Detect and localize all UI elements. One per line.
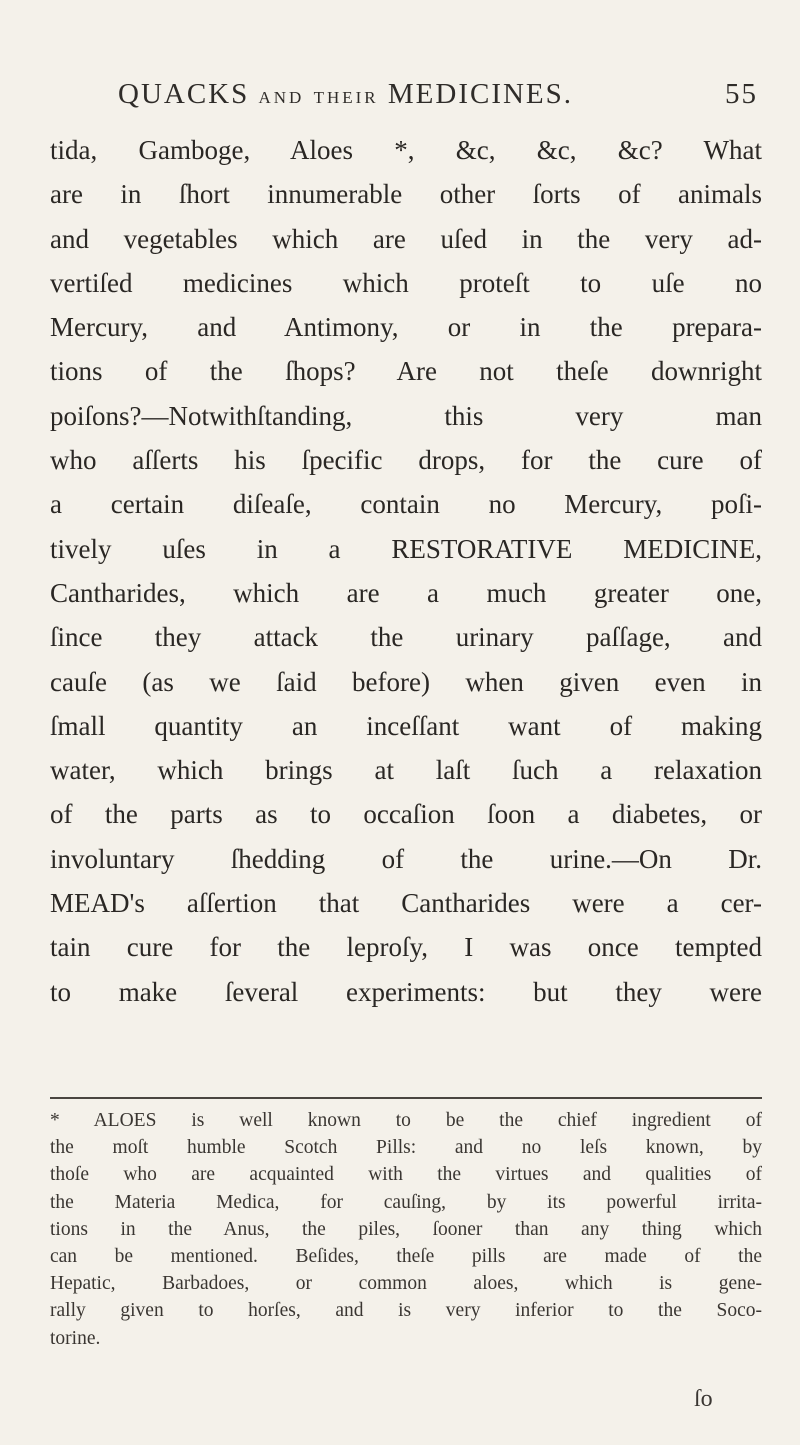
text-line: tions of the ſhops? Are not theſe downright <box>50 356 762 387</box>
running-header <box>118 78 758 111</box>
footnote-line: the moſt humble Scotch Pills: and no leſs known, by <box>50 1137 762 1159</box>
catchword: ſo <box>694 1386 713 1412</box>
text-line: of the parts as to occaſion ſoon a diabetes, or <box>50 799 762 830</box>
footnote-line: tions in the Anus, the piles, ſooner than any thing which <box>50 1218 762 1240</box>
text-line: are in ſhort innumerable other ſorts of animals <box>50 179 762 210</box>
text-line: and vegetables which are uſed in the very ad- <box>50 223 762 254</box>
main-text <box>50 128 762 1014</box>
footnote-line: thoſe who are acquainted with the virtues and qualities of <box>50 1164 762 1186</box>
text-line: ſince they attack the urinary paſſage, and <box>50 622 762 653</box>
footnote-line: can be mentioned. Beſides, theſe pills are made of the <box>50 1246 762 1268</box>
footnote-line: Hepatic, Barbadoes, or common aloes, which is gene- <box>50 1273 762 1295</box>
text-line: cauſe (as we ſaid before) when given even in <box>50 666 762 697</box>
header-title-word: AND <box>258 88 305 107</box>
text-line: a certain diſeaſe, contain no Mercury, poſi- <box>50 489 762 520</box>
header-title-word: THEIR <box>313 88 379 107</box>
text-line: Cantharides, which are a much greater one, <box>50 577 762 608</box>
footnote-line: torine. <box>50 1327 101 1349</box>
text-line: ſmall quantity an inceſſant want of making <box>50 710 762 741</box>
text-line: water, which brings at laſt ſuch a relaxation <box>50 755 762 786</box>
header-title-word: QUACKS <box>118 78 250 110</box>
footnote <box>50 1107 762 1352</box>
footnote-line: the Materia Medica, for cauſing, by its powerful irrita- <box>50 1191 762 1213</box>
text-line: MEAD's aſſertion that Cantharides were a cer- <box>50 888 762 919</box>
footnote-rule <box>50 1097 762 1099</box>
text-line: involuntary ſhedding of the urine.—On Dr. <box>50 843 762 874</box>
page-number: 55 <box>725 78 758 110</box>
text-line: tively uſes in a RESTORATIVE MEDICINE, <box>50 533 762 564</box>
text-line: vertiſed medicines which proteſt to uſe no <box>50 267 762 298</box>
text-line: to make ſeveral experiments: but they were <box>50 976 762 1007</box>
text-line: tida, Gamboge, Aloes *, &c, &c, &c? What <box>50 135 762 165</box>
footnote-line: * ALOES is well known to be the chief ingredient of <box>50 1110 762 1131</box>
text-line: Mercury, and Antimony, or in the prepara- <box>50 312 762 343</box>
footnote-line: rally given to horſes, and is very inferior to the Soco- <box>50 1300 762 1322</box>
text-line: who aſſerts his ſpecific drops, for the cure of <box>50 445 762 476</box>
header-title-word: MEDICINES. <box>387 78 574 110</box>
text-line: tain cure for the leproſy, I was once tempted <box>50 932 762 963</box>
text-line: poiſons?—Notwithſtanding, this very man <box>50 400 762 431</box>
